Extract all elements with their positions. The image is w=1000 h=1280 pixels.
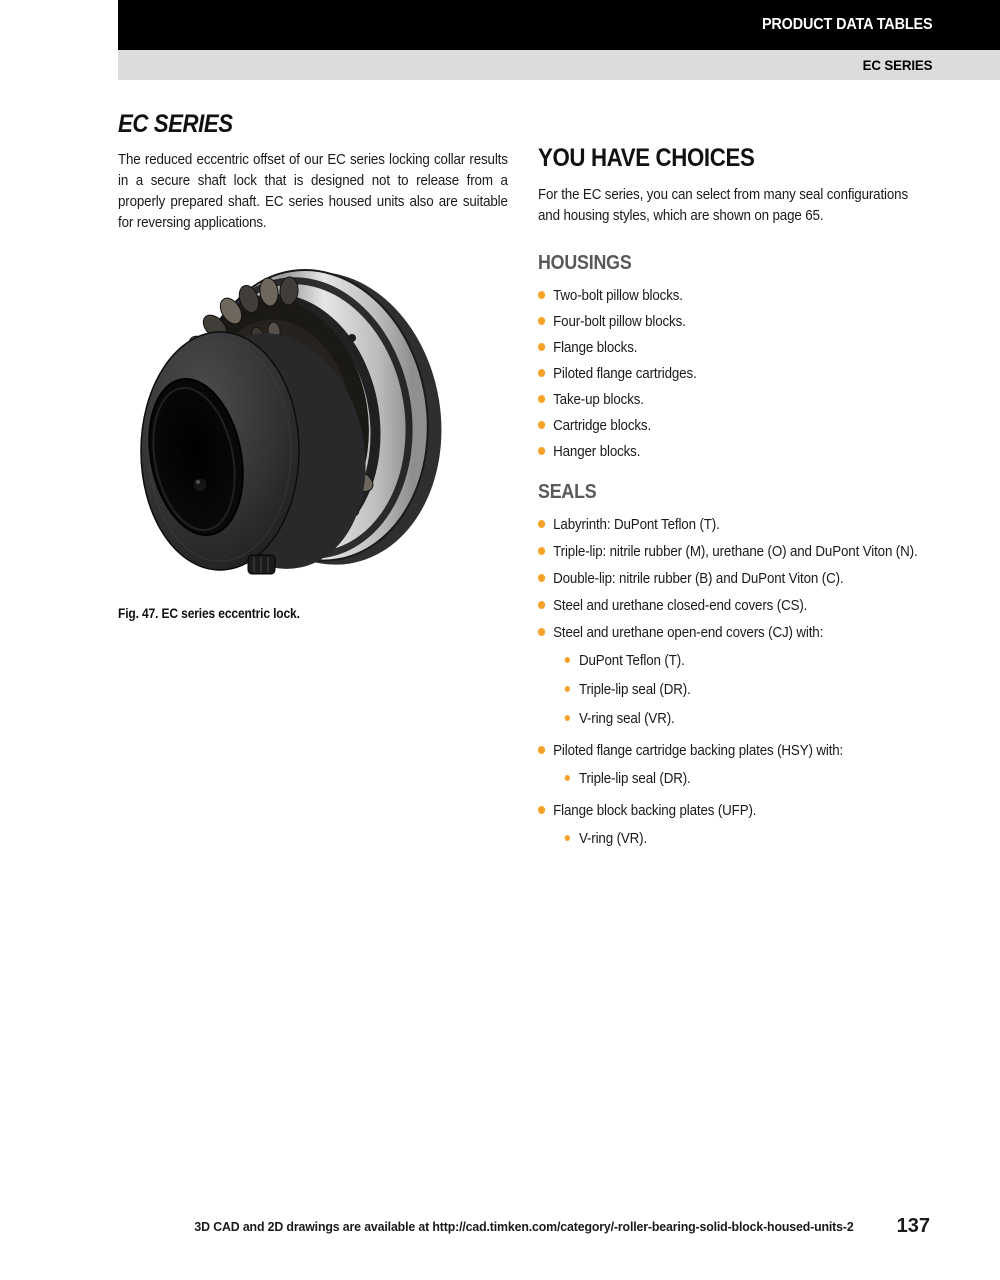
seal-item [538,740,930,761]
bullet-icon [565,775,570,781]
housing-item-label: Four-bolt pillow blocks. [553,313,686,330]
bullet-icon [538,806,545,814]
housing-item-label: Hanger blocks. [553,443,641,460]
bullet-icon [538,574,545,582]
collar-set-screw-inner [193,478,207,492]
seal-subitem-label: Triple-lip seal (DR). [578,681,691,698]
housing-item [538,441,930,462]
left-column [118,80,508,860]
seal-subitem [565,828,930,849]
housing-item-label: Flange blocks. [553,339,638,356]
bearing-figure [118,253,508,621]
bullet-icon [538,601,545,609]
housings-list [538,285,930,462]
choices-intro-paragraph: For the EC series, you can select from many seal configurations and housing styles, which are shown on page 65. [538,186,909,224]
housing-item [538,389,930,410]
main-content [118,80,930,860]
seal-item [538,568,930,589]
bullet-icon [538,447,545,455]
seal-subitem-label: DuPont Teflon (T). [578,652,685,669]
seal-subitem [565,650,930,671]
housing-item-label: Two-bolt pillow blocks. [553,287,683,304]
seals-list [538,514,930,849]
header-band-primary [118,0,1000,50]
bullet-icon [538,317,545,325]
housing-item [538,415,930,436]
seal-sub-list [565,828,930,849]
housing-item-label: Take-up blocks. [553,391,644,408]
seal-item-label: Flange block backing plates (UFP). [553,802,757,819]
bullet-icon [538,628,545,636]
footer-cad-note: 3D CAD and 2D drawings are available at http://cad.timken.com/category/-roller-bearing-solid-block-housed-units-2 [194,1219,854,1234]
housing-item-label: Cartridge blocks. [553,417,652,434]
bullet-icon [538,369,545,377]
figure-caption: Fig. 47. EC series eccentric lock. [118,606,300,621]
housing-item-label: Piloted flange cartridges. [553,365,697,382]
seal-item-label: Piloted flange cartridge backing plates (HSY) with: [553,742,844,759]
housings-title: HOUSINGS [538,252,632,274]
seal-subitem [565,768,930,789]
seal-item-label: Double-lip: nitrile rubber (B) and DuPont Viton (C). [553,570,844,587]
bullet-icon [538,395,545,403]
ring-oil-hole [348,334,356,342]
bullet-icon [538,291,545,299]
seal-sub-list [565,768,930,789]
header-band-secondary [118,50,1000,80]
ec-bearing-photo-illustration [120,253,460,583]
seal-subitem [565,708,930,729]
seal-item [538,622,930,643]
left-intro-paragraph: The reduced eccentric offset of our EC series locking collar results in a secure shaft lock that is designed not to release from a properly prepared shaft. EC series housed units also are suitable for reversing applications. [118,151,508,231]
housing-item [538,285,930,306]
seal-item [538,595,930,616]
seal-subitem-label: V-ring (VR). [578,830,648,847]
housing-item [538,363,930,384]
bullet-icon [538,421,545,429]
seal-item [538,541,930,562]
header-band-secondary-label: EC SERIES [862,57,932,73]
bullet-icon [538,520,545,528]
seal-item-label: Steel and urethane open-end covers (CJ) with: [553,624,824,641]
page-footer [118,1215,930,1237]
seal-subitem-label: V-ring seal (VR). [578,710,675,727]
seal-item-label: Triple-lip: nitrile rubber (M), urethane (O) and DuPont Viton (N). [553,543,918,560]
housing-item [538,311,930,332]
seal-item [538,800,930,821]
choices-title: YOU HAVE CHOICES [538,144,755,172]
housing-item [538,337,930,358]
seal-subitem-label: Triple-lip seal (DR). [578,770,691,787]
seal-subitem [565,679,930,700]
seal-item-label: Labyrinth: DuPont Teflon (T). [553,516,720,533]
seals-title: SEALS [538,481,597,503]
page-number: 137 [896,1215,930,1237]
seal-item-label: Steel and urethane closed-end covers (CS). [553,597,808,614]
header-band-primary-label: PRODUCT DATA TABLES [761,16,932,33]
bullet-icon [565,657,570,663]
bullet-icon [538,343,545,351]
bullet-icon [565,715,570,721]
bullet-icon [538,547,545,555]
bullet-icon [538,746,545,754]
seal-item [538,514,930,535]
page-title: EC SERIES [118,110,233,138]
bullet-icon [565,686,570,692]
seal-sub-list [565,650,930,729]
set-screw [248,555,275,574]
right-column [538,80,930,860]
bullet-icon [565,835,570,841]
